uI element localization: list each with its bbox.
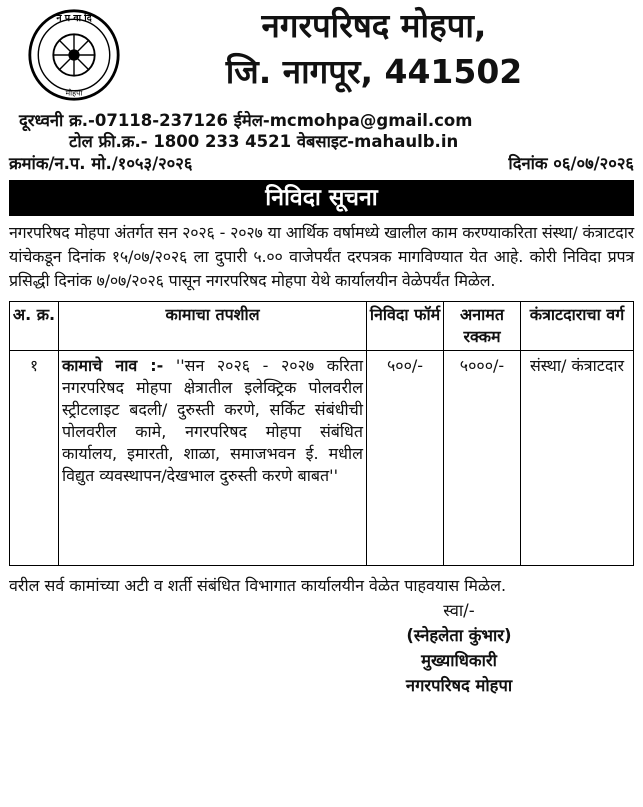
table-header-row — [10, 302, 634, 351]
tender-notice — [9, 6, 634, 795]
footer-note: वरील सर्व कामांच्या अटी व शर्ती संबंधित विभागात कार्यालयीन वेळेत पाहवयास मिळेल. — [9, 576, 507, 595]
header-deposit: अनामत रक्कम — [444, 302, 521, 351]
signature-sd: स्वा/- — [443, 601, 475, 620]
council-address: जि. नागपूर, 441502 — [225, 52, 523, 91]
cell-class: संस्था/ कंत्राटदार — [521, 351, 634, 566]
header-work: कामाचा तपशील — [59, 302, 367, 351]
cell-work — [59, 351, 367, 566]
works-table — [9, 301, 634, 566]
contact-phone-email: दूरध्वनी क्र.-07118-237126 ईमेल-mcmohpa@gmail.com — [19, 111, 473, 130]
signatory-name: (स्नेहलेता कुंभार) — [406, 626, 512, 645]
svg-text:मोहपा: मोहपा — [65, 88, 83, 98]
reference-date: दिनांक ०६/०७/२०२६ — [508, 154, 634, 173]
header-class: कंत्राटदाराचा वर्ग — [521, 302, 634, 351]
signatory-office: नगरपरिषद मोहपा — [405, 676, 513, 695]
header-sr: अ. क्र. — [10, 302, 59, 351]
signature-block — [339, 598, 579, 698]
work-description: ''सन २०२६ - २०२७ करिता नगरपरिषद मोहपा क्षेत्रातील इलेक्ट्रिक पोलवरील स्ट्रीटलाइट बदली/ दुरुस्ती करणे, सर्किट संबंधीची पोलवरील कामे, नगरपरिषद मोहपा संबंधित कार्यालय, इमारती, शाळा, समाजभवन ई. मधील विद्युत व्यवस्थापन/देखभाल दुरुस्ती करणे बाबत'' — [62, 356, 363, 485]
cell-form-fee: ५००/- — [367, 351, 444, 566]
table-row — [10, 351, 634, 566]
work-label: कामाचे नाव :- — [62, 356, 164, 375]
reference-number: क्रमांक/न.प. मो./१०५३/२०२६ — [9, 154, 193, 173]
svg-text:न प वा दि: न प वा दि — [56, 13, 92, 25]
notice-title: निविदा सूचना — [9, 180, 634, 216]
header-form: निविदा फॉर्म — [367, 302, 444, 351]
council-name: नगरपरिषद मोहपा, — [261, 6, 487, 45]
header — [9, 6, 634, 110]
contact-tollfree-website: टोल फ्री.क्र.- 1800 233 4521 वेबसाइट-mahaulb.in — [69, 132, 459, 151]
reference-line — [9, 152, 634, 176]
cell-sr: १ — [10, 351, 59, 566]
municipal-seal-logo — [27, 8, 121, 102]
signatory-designation: मुख्याधिकारी — [421, 651, 497, 670]
cell-deposit: ५०००/- — [444, 351, 521, 566]
intro-paragraph: नगरपरिषद मोहपा अंतर्गत सन २०२६ - २०२७ या आर्थिक वर्षामध्ये खालील काम करण्याकरिता संस्था/ कंत्राटदार यांचेकडून दिनांक १५/०७/२०२६ ला दुपारी ५.०० वाजेपर्यंत दरपत्रक मागविण्यात येत आहे. कोरी निविदा प्रपत्र प्रसिद्धी दिनांक ७/०७/२०२६ पासून नगरपरिषद मोहपा येथे कार्यालयीन वेळेपर्यंत मिळेल. — [9, 223, 634, 290]
